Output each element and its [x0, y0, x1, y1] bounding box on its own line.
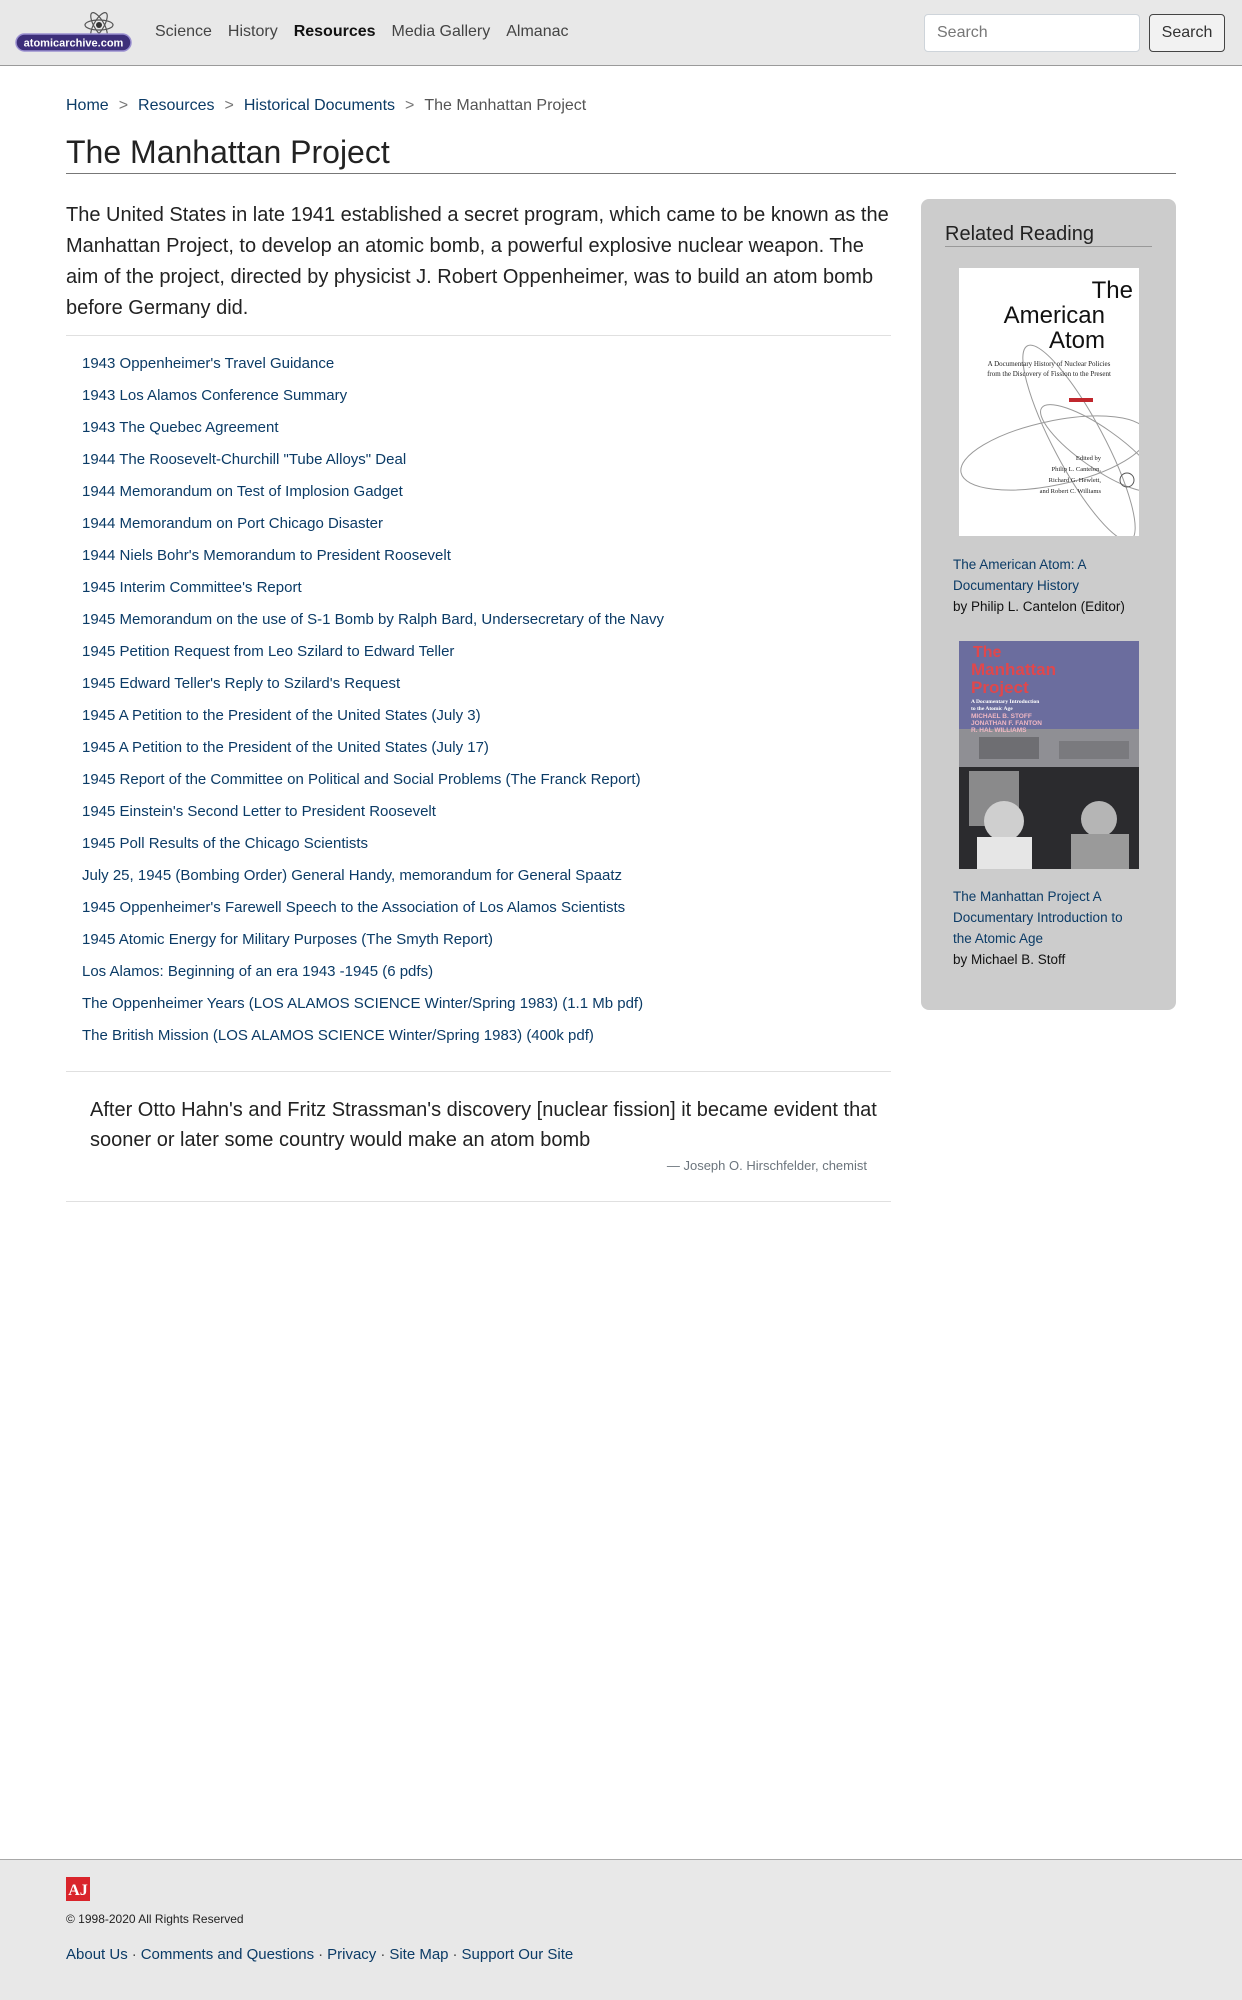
book-link-manhattan-project[interactable] — [953, 886, 1148, 949]
book-cover-american-atom[interactable] — [959, 268, 1139, 536]
book-cover-image — [959, 641, 1139, 869]
divider — [66, 335, 891, 336]
document-link[interactable]: 1945 Edward Teller's Reply to Szilard's Request — [82, 675, 401, 692]
breadcrumb-separator: > — [405, 97, 415, 114]
book-cover-editor-line: and Robert C. Williams — [1039, 488, 1101, 495]
site-logo-link[interactable] — [15, 12, 132, 54]
document-link[interactable]: 1944 Memorandum on Port Chicago Disaster — [82, 515, 383, 532]
document-link[interactable]: 1945 Atomic Energy for Military Purposes (The Smyth Report) — [82, 931, 493, 948]
book-cover-subtitle-line: A Documentary History of Nuclear Policies — [987, 360, 1111, 368]
document-link[interactable]: 1944 Memorandum on Test of Implosion Gadget — [82, 483, 403, 500]
footer-link-site-map[interactable]: Site Map — [389, 1946, 449, 1963]
search-input[interactable] — [924, 14, 1140, 52]
book-link-line: The American Atom: A — [953, 557, 1087, 572]
list-item — [82, 604, 882, 636]
book-author: by Philip L. Cantelon (Editor) — [953, 599, 1125, 614]
book-link-line: The Manhattan Project A — [953, 889, 1102, 904]
quote-source: — Joseph O. Hirschfelder, chemist — [666, 1158, 867, 1173]
document-link[interactable]: 1945 Report of the Committee on Political and Social Problems (The Franck Report) — [82, 771, 641, 788]
document-link[interactable]: 1943 Oppenheimer's Travel Guidance — [82, 355, 335, 372]
atom-logo-icon — [15, 12, 132, 54]
nav-science[interactable]: Science — [155, 23, 212, 40]
search-button[interactable]: Search — [1149, 14, 1225, 52]
list-item — [82, 764, 882, 796]
list-item — [82, 924, 882, 956]
document-link[interactable]: 1945 A Petition to the President of the United States (July 17) — [82, 739, 489, 756]
book-cover-title-line: The — [1091, 277, 1133, 304]
book-cover-editor-line: Richard G. Hewlett, — [1048, 477, 1101, 484]
book-cover-editor-line: Philip L. Cantelon, — [1051, 466, 1101, 473]
document-link[interactable]: 1945 Oppenheimer's Farewell Speech to the Association of Los Alamos Scientists — [82, 899, 626, 916]
book-link-line: the Atomic Age — [953, 931, 1044, 946]
list-item — [82, 540, 882, 572]
nav-resources[interactable]: Resources — [293, 23, 376, 40]
book-cover-title-line: American — [1003, 302, 1105, 329]
breadcrumb-historical-documents[interactable]: Historical Documents — [243, 97, 396, 114]
list-item — [82, 860, 882, 892]
document-link[interactable]: 1945 Memorandum on the use of S-1 Bomb by Ralph Bard, Undersecretary of the Navy — [82, 611, 664, 628]
page-title: The Manhattan Project — [66, 134, 390, 170]
breadcrumb-separator: > — [118, 97, 129, 114]
list-item — [82, 380, 882, 412]
document-link[interactable]: 1945 Einstein's Second Letter to President Roosevelt — [82, 803, 436, 820]
document-link[interactable]: 1943 Los Alamos Conference Summary — [82, 387, 348, 404]
list-item — [82, 828, 882, 860]
divider — [66, 1071, 891, 1072]
document-link[interactable]: 1945 Petition Request from Leo Szilard to Edward Teller — [82, 643, 455, 660]
main-nav — [155, 0, 584, 64]
book-cover-editor-line: Edited by — [1075, 455, 1101, 462]
document-link[interactable]: The Oppenheimer Years (LOS ALAMOS SCIENCE Winter/Spring 1983) (1.1 Mb pdf) — [82, 995, 644, 1012]
list-item — [82, 892, 882, 924]
footer-logo-link[interactable] — [66, 1877, 90, 1901]
book-cover-subtitle-line: A Documentary Introduction — [971, 699, 1040, 705]
footer — [0, 1859, 1242, 2000]
book-cover-author-line: MICHAEL B. STOFF — [971, 713, 1032, 720]
sidebar-title: Related Reading — [945, 223, 1094, 245]
list-item — [82, 668, 882, 700]
book-author: by Michael B. Stoff — [953, 952, 1066, 967]
book-link-american-atom[interactable] — [953, 554, 1148, 596]
document-link[interactable]: 1944 Niels Bohr's Memorandum to President Roosevelt — [82, 547, 451, 564]
footer-separator: · — [380, 1946, 386, 1963]
book-link-line: Documentary Introduction to — [953, 910, 1123, 925]
list-item — [82, 508, 882, 540]
book-cover-title-line: Atom — [1048, 327, 1105, 354]
title-divider — [66, 173, 1176, 174]
logo-text: atomicarchive.com — [23, 37, 124, 50]
document-list — [82, 348, 882, 1052]
footer-logo-text: AJ — [68, 1882, 88, 1899]
nav-almanac[interactable]: Almanac — [506, 23, 569, 40]
related-reading-sidebar — [921, 199, 1176, 1010]
book-cover-author-line: JONATHAN F. FANTON — [971, 720, 1042, 727]
document-link[interactable]: Los Alamos: Beginning of an era 1943 -1945 (6 pdfs) — [82, 963, 434, 980]
list-item — [82, 1020, 882, 1052]
document-link[interactable]: 1945 A Petition to the President of the United States (July 3) — [82, 707, 481, 724]
breadcrumb-resources[interactable]: Resources — [138, 97, 215, 114]
nav-media-gallery[interactable]: Media Gallery — [391, 23, 491, 40]
breadcrumb-home[interactable]: Home — [66, 97, 109, 114]
list-item — [82, 988, 882, 1020]
breadcrumb-separator: > — [224, 97, 234, 114]
list-item — [82, 956, 882, 988]
book-cover-image — [959, 268, 1139, 536]
quote-text: After Otto Hahn's and Fritz Strassman's discovery [nuclear fission] it became evident that sooner or later some country would make an atom bomb — [90, 1099, 877, 1151]
document-link[interactable]: July 25, 1945 (Bombing Order) General Handy, memorandum for General Spaatz — [82, 867, 622, 884]
list-item — [82, 796, 882, 828]
footer-link-support[interactable]: Support Our Site — [461, 1946, 574, 1963]
list-item — [82, 572, 882, 604]
book-cover-title-line: The — [973, 644, 1002, 661]
breadcrumb — [66, 97, 586, 115]
footer-link-about-us[interactable]: About Us — [66, 1946, 128, 1963]
list-item — [82, 444, 882, 476]
top-navbar — [0, 0, 1242, 66]
footer-separator: · — [318, 1946, 324, 1963]
copyright-text: © 1998-2020 All Rights Reserved — [66, 1912, 244, 1926]
list-item — [82, 636, 882, 668]
document-link[interactable]: 1943 The Quebec Agreement — [82, 419, 279, 436]
book-cover-manhattan-project[interactable] — [959, 641, 1139, 869]
intro-paragraph: The United States in late 1941 established a secret program, which came to be known as the Manhattan Project, to develop an atomic bomb, a powerful explosive nuclear weapon. The aim of the project, directed by physicist J. Robert Oppenheimer, was to build an atom bomb before Germany did. — [66, 204, 889, 319]
document-link[interactable]: 1945 Interim Committee's Report — [82, 579, 302, 596]
list-item — [82, 412, 882, 444]
list-item — [82, 348, 882, 380]
document-link[interactable]: 1944 The Roosevelt-Churchill "Tube Alloys" Deal — [82, 451, 407, 468]
list-item — [82, 476, 882, 508]
book-cover-subtitle-line: from the Discovery of Fission to the Present — [987, 370, 1111, 378]
footer-link-comments[interactable]: Comments and Questions — [140, 1946, 315, 1963]
footer-link-privacy[interactable]: Privacy — [327, 1946, 377, 1963]
document-link[interactable]: 1945 Poll Results of the Chicago Scientists — [82, 835, 368, 852]
nav-history[interactable]: History — [227, 23, 278, 40]
book-link-line: Documentary History — [953, 578, 1080, 593]
footer-separator: · — [131, 1946, 137, 1963]
book-cover-subtitle-line: to the Atomic Age — [971, 706, 1013, 712]
footer-links — [66, 1946, 573, 1963]
footer-separator: · — [452, 1946, 458, 1963]
book-cover-title-line: Manhattan — [971, 660, 1056, 679]
divider — [66, 1201, 891, 1202]
list-item — [82, 700, 882, 732]
document-link[interactable]: The British Mission (LOS ALAMOS SCIENCE Winter/Spring 1983) (400k pdf) — [82, 1027, 594, 1044]
breadcrumb-current: The Manhattan Project — [424, 97, 587, 114]
list-item — [82, 732, 882, 764]
sidebar-divider — [945, 246, 1152, 247]
book-cover-title-line: Project — [971, 678, 1029, 697]
aj-logo-icon — [66, 1877, 90, 1901]
book-cover-author-line: R. HAL WILLIAMS — [971, 727, 1027, 734]
